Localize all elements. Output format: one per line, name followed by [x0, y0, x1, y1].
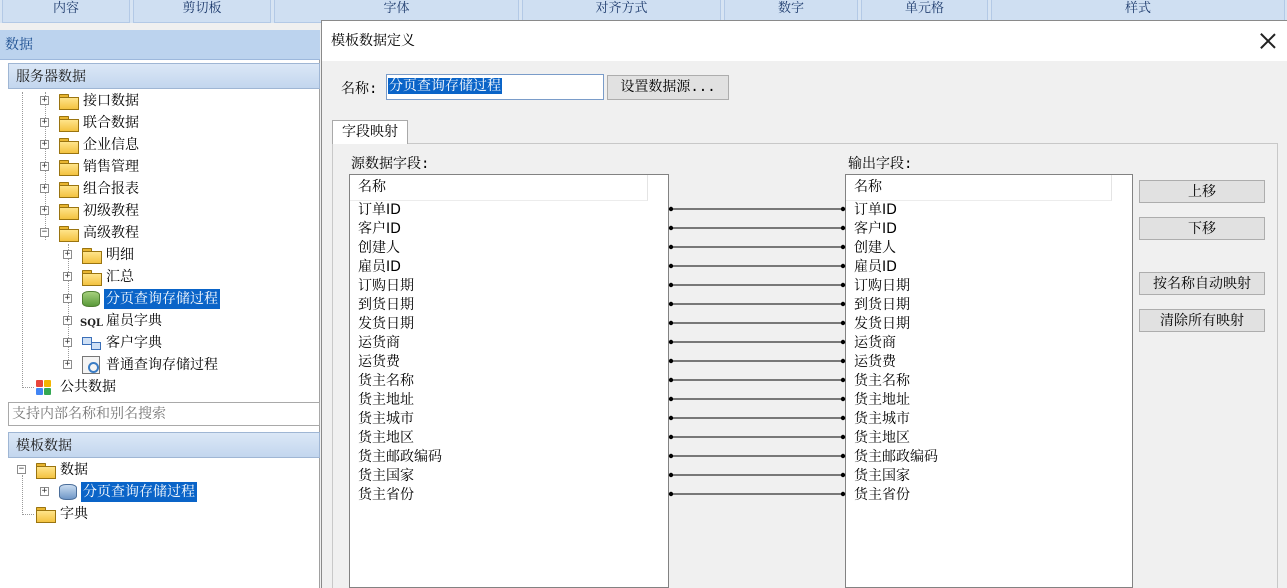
mapping-endpoint[interactable] — [841, 435, 845, 439]
output-field-list[interactable] — [845, 174, 1133, 588]
source-field-row[interactable]: 订单ID — [358, 202, 401, 218]
name-input[interactable]: 分页查询存储过程 — [386, 74, 604, 100]
output-field-row[interactable]: 到货日期 — [854, 297, 910, 313]
database-icon — [82, 291, 100, 307]
ribbon-group-number: 数字 — [724, 0, 858, 23]
mapping-endpoint[interactable] — [669, 359, 673, 363]
tree-item-detail[interactable]: + 明细 — [64, 247, 134, 263]
source-field-row[interactable]: 订购日期 — [358, 278, 414, 294]
source-field-row[interactable]: 货主省份 — [358, 487, 414, 503]
expand-icon[interactable]: + — [41, 486, 48, 496]
mapping-endpoint[interactable] — [669, 283, 673, 287]
mapping-endpoint[interactable] — [841, 378, 845, 382]
mapping-endpoint[interactable] — [669, 245, 673, 249]
tree-item-union-data[interactable]: + 联合数据 — [41, 115, 139, 131]
server-data-header[interactable]: 服务器数据 — [8, 63, 320, 89]
mapping-endpoint[interactable] — [841, 302, 845, 306]
mapping-endpoint[interactable] — [841, 264, 845, 268]
clear-all-mappings-button[interactable]: 清除所有映射 — [1139, 309, 1265, 332]
expand-icon[interactable]: + — [64, 271, 71, 281]
tree-item-template-data-root[interactable]: − 数据 — [18, 462, 88, 478]
output-field-row[interactable]: 雇员ID — [854, 259, 897, 275]
mapping-endpoint[interactable] — [669, 302, 673, 306]
mapping-endpoint[interactable] — [841, 321, 845, 325]
mapping-endpoint[interactable] — [841, 454, 845, 458]
tree-item-template-dict[interactable]: 字典 — [0, 504, 320, 524]
expand-icon[interactable]: + — [64, 337, 71, 347]
set-datasource-button[interactable]: 设置数据源... — [607, 75, 729, 100]
folder-icon — [59, 160, 77, 174]
mapping-endpoint[interactable] — [841, 416, 845, 420]
output-field-row[interactable]: 运货费 — [854, 354, 896, 370]
ribbon-group-content: 内容 — [2, 0, 130, 23]
ribbon-group-styles: 样式 — [991, 0, 1285, 23]
tree-item-enterprise-info[interactable]: + 企业信息 — [41, 137, 139, 153]
source-field-row[interactable]: 货主邮政编码 — [358, 449, 442, 465]
folder-open-icon — [36, 463, 54, 477]
source-field-row[interactable]: 客户ID — [358, 221, 401, 237]
expand-icon[interactable]: + — [41, 205, 48, 215]
mapping-endpoint[interactable] — [669, 435, 673, 439]
output-column-header[interactable]: 名称 — [846, 175, 1112, 201]
data-panel — [0, 30, 320, 588]
source-field-row[interactable]: 货主城市 — [358, 411, 414, 427]
folder-icon — [82, 270, 100, 284]
source-field-row[interactable]: 创建人 — [358, 240, 400, 256]
template-data-header[interactable]: 模板数据 — [8, 432, 320, 458]
expand-icon[interactable]: + — [41, 139, 48, 149]
dialog-titlebar — [322, 21, 1287, 61]
ribbon-group-clipboard: 剪切板 — [133, 0, 271, 23]
folder-icon — [36, 507, 54, 521]
source-field-row[interactable]: 货主地区 — [358, 430, 414, 446]
mapping-endpoint[interactable] — [669, 207, 673, 211]
expand-icon[interactable]: + — [41, 117, 48, 127]
mapping-endpoint[interactable] — [841, 397, 845, 401]
source-column-header[interactable]: 名称 — [350, 175, 648, 201]
database-icon — [59, 484, 77, 500]
tab-field-mapping[interactable]: 字段映射 — [332, 120, 408, 144]
mapping-endpoint[interactable] — [841, 226, 845, 230]
folder-icon — [59, 138, 77, 152]
mapping-endpoint[interactable] — [669, 416, 673, 420]
output-field-row[interactable]: 货主地区 — [854, 430, 910, 446]
source-field-row[interactable]: 运货商 — [358, 335, 400, 351]
source-field-row[interactable]: 货主国家 — [358, 468, 414, 484]
expand-icon[interactable]: + — [41, 183, 48, 193]
folder-icon — [59, 204, 77, 218]
source-field-row[interactable]: 到货日期 — [358, 297, 414, 313]
expand-icon[interactable]: + — [64, 249, 71, 259]
source-field-row[interactable]: 货主名称 — [358, 373, 414, 389]
output-field-row[interactable]: 货主省份 — [854, 487, 910, 503]
output-field-row[interactable]: 货主国家 — [854, 468, 910, 484]
mapping-endpoint[interactable] — [669, 340, 673, 344]
source-field-row[interactable]: 雇员ID — [358, 259, 401, 275]
output-field-row[interactable]: 货主邮政编码 — [854, 449, 938, 465]
output-field-row[interactable]: 运货商 — [854, 335, 896, 351]
folder-icon — [82, 248, 100, 262]
mapping-endpoint[interactable] — [669, 264, 673, 268]
sql-icon: SQL — [80, 318, 103, 329]
folder-icon — [59, 94, 77, 108]
output-field-row[interactable]: 发货日期 — [854, 316, 910, 332]
mapping-endpoint[interactable] — [841, 359, 845, 363]
move-down-button[interactable]: 下移 — [1139, 217, 1265, 240]
mapping-endpoint[interactable] — [841, 207, 845, 211]
tree-item-customer-dict[interactable]: + 客户字典 — [64, 335, 162, 351]
expand-icon[interactable]: + — [41, 161, 48, 171]
data-search-input[interactable] — [8, 402, 320, 426]
source-field-row[interactable]: 货主地址 — [358, 392, 414, 408]
tree-item-advanced-tutorial[interactable]: − 高级教程 — [41, 225, 139, 241]
move-up-button[interactable]: 上移 — [1139, 180, 1265, 203]
search-document-icon — [82, 356, 100, 374]
output-field-row[interactable]: 客户ID — [854, 221, 897, 237]
folder-icon — [59, 182, 77, 196]
public-data-icon — [36, 380, 52, 396]
mapping-endpoint[interactable] — [841, 245, 845, 249]
mapping-endpoint[interactable] — [841, 473, 845, 477]
mapping-endpoint[interactable] — [841, 340, 845, 344]
mapping-endpoint[interactable] — [669, 226, 673, 230]
expand-icon[interactable]: + — [64, 359, 71, 369]
ribbon-group-cells: 单元格 — [861, 0, 988, 23]
tree-item-employee-dict[interactable]: + SQL 雇员字典 — [0, 311, 320, 331]
tree-item-summary[interactable]: + 汇总 — [64, 269, 134, 285]
mapping-endpoint[interactable] — [841, 283, 845, 287]
collapse-icon[interactable]: − — [18, 464, 25, 474]
source-field-row[interactable]: 发货日期 — [358, 316, 414, 332]
close-icon[interactable] — [1260, 33, 1276, 49]
mapping-endpoint[interactable] — [669, 454, 673, 458]
expand-icon[interactable]: + — [64, 315, 71, 325]
tree-item-normal-query-proc[interactable]: + 普通查询存储过程 — [64, 357, 218, 373]
expand-icon[interactable]: + — [41, 95, 48, 105]
tree-item-interface-data[interactable]: + 接口数据 — [41, 93, 139, 109]
mapping-connectors[interactable] — [347, 175, 857, 588]
ribbon-group-font: 字体 — [274, 0, 519, 23]
auto-map-by-name-button[interactable]: 按名称自动映射 — [1139, 272, 1265, 295]
tree-item-beginner-tutorial[interactable]: + 初级教程 — [41, 203, 139, 219]
expand-icon[interactable]: + — [64, 293, 71, 303]
output-field-row[interactable]: 货主地址 — [854, 392, 910, 408]
tree-item-public-data[interactable]: 公共数据 — [0, 377, 320, 397]
tree-item-template-paged-query[interactable]: + 分页查询存储过程 — [41, 484, 195, 500]
name-label: 名称: — [341, 81, 378, 97]
collapse-icon[interactable]: − — [41, 227, 48, 237]
mapping-endpoint[interactable] — [841, 492, 845, 496]
folder-open-icon — [59, 226, 77, 240]
output-field-row[interactable]: 货主城市 — [854, 411, 910, 427]
tree-item-composite-report[interactable]: + 组合报表 — [41, 181, 139, 197]
dictionary-icon — [82, 337, 100, 349]
tree-item-paged-query-proc[interactable]: + 分页查询存储过程 — [64, 291, 218, 307]
mapping-endpoint[interactable] — [669, 492, 673, 496]
mapping-endpoint[interactable] — [669, 321, 673, 325]
source-field-row[interactable]: 运货费 — [358, 354, 400, 370]
mapping-endpoint[interactable] — [669, 473, 673, 477]
folder-icon — [59, 116, 77, 130]
output-fields-label: 输出字段: — [848, 156, 913, 172]
ribbon-group-alignment: 对齐方式 — [522, 0, 721, 23]
output-field-row[interactable]: 货主名称 — [854, 373, 910, 389]
mapping-endpoint[interactable] — [669, 397, 673, 401]
tree-item-sales-management[interactable]: + 销售管理 — [41, 159, 139, 175]
source-fields-label: 源数据字段: — [351, 156, 430, 172]
dialog-title: 模板数据定义 — [331, 33, 415, 49]
output-field-row[interactable]: 订购日期 — [854, 278, 910, 294]
output-field-row[interactable]: 订单ID — [854, 202, 897, 218]
mapping-endpoint[interactable] — [669, 378, 673, 382]
output-field-row[interactable]: 创建人 — [854, 240, 896, 256]
data-panel-title: 数据 — [0, 30, 320, 60]
